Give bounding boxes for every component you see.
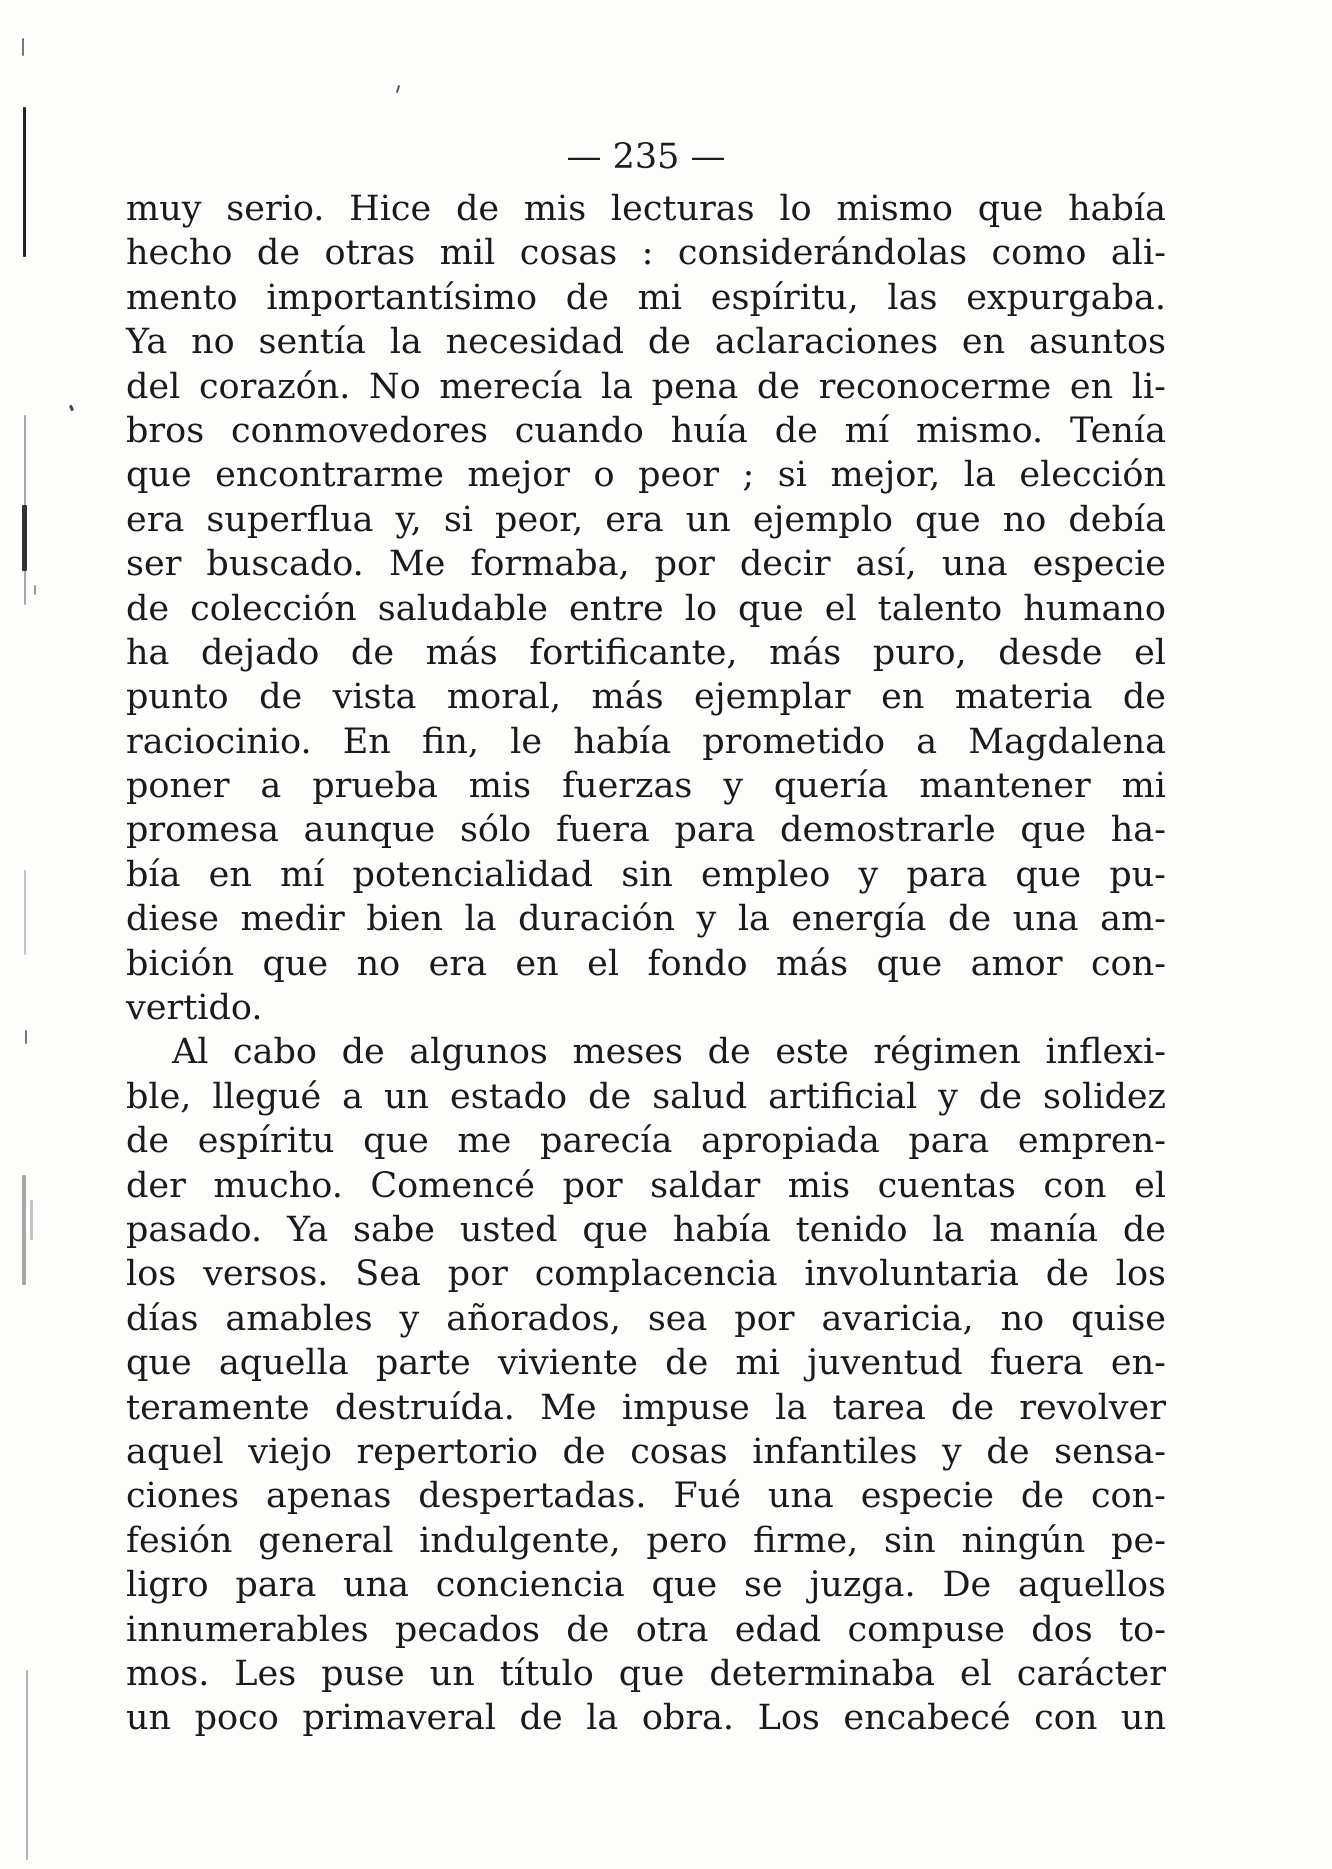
text-line: ser buscado. Me formaba, por decir así, una especie xyxy=(126,544,1166,585)
scan-speck xyxy=(25,1030,27,1044)
text-line: ble, llegué a un estado de salud artificial y de solidez xyxy=(126,1076,1166,1117)
text-line: un poco primaveral de la obra. Los encabecé con un xyxy=(126,1698,1166,1739)
binding-edge-mark xyxy=(30,1200,33,1240)
text-line: fesión general indulgente, pero firme, sin ningún pe- xyxy=(126,1520,1166,1561)
text-line: ciones apenas despertadas. Fué una especie de con- xyxy=(126,1476,1166,1517)
binding-edge-mark xyxy=(26,1670,28,1860)
text-line: los versos. Sea por complacencia involuntaria de los xyxy=(126,1254,1166,1295)
text-line: innumerables pecados de otra edad compuse dos to- xyxy=(126,1609,1166,1650)
text-line: bición que no era en el fondo más que amor con- xyxy=(126,943,1166,984)
text-line: promesa aunque sólo fuera para demostrarle que ha- xyxy=(126,810,1166,851)
body-text xyxy=(126,187,1166,1741)
text-line: mos. Les puse un título que determinaba el carácter xyxy=(126,1653,1166,1694)
binding-edge-mark xyxy=(22,1175,26,1285)
text-line: aquel viejo repertorio de cosas infantiles y de sensa- xyxy=(126,1431,1166,1472)
scan-speck xyxy=(69,405,74,412)
binding-edge-mark xyxy=(22,505,27,571)
text-line: que aquella parte viviente de mi juventud fuera en- xyxy=(126,1343,1166,1384)
text-line: vertido. xyxy=(126,988,263,1029)
scan-speck xyxy=(396,85,400,93)
paragraph-1 xyxy=(126,187,1166,1030)
text-line: punto de vista moral, más ejemplar en materia de xyxy=(126,677,1166,718)
binding-edge-mark xyxy=(24,870,26,955)
scan-mark xyxy=(22,38,24,56)
text-line: mento importantísimo de mi espíritu, las expurgaba. xyxy=(126,277,1166,318)
binding-edge-mark xyxy=(23,107,26,257)
text-line: Ya no sentía la necesidad de aclaraciones en asuntos xyxy=(126,322,1166,363)
text-line: era superflua y, si peor, era un ejemplo que no debía xyxy=(126,499,1166,540)
text-line: diese medir bien la duración y la energía de una am- xyxy=(126,899,1166,940)
text-line: del corazón. No merecía la pena de reconocerme en li- xyxy=(126,366,1166,407)
scan-speck xyxy=(34,585,36,595)
text-line: ligro para una conciencia que se juzga. De aquellos xyxy=(126,1565,1166,1606)
text-line: días amables y añorados, sea por avaricia, no quise xyxy=(126,1298,1166,1339)
paragraph-2 xyxy=(126,1030,1166,1740)
text-line: muy serio. Hice de mis lecturas lo mismo que había xyxy=(126,189,1166,229)
text-line: de espíritu que me parecía apropiada para empren- xyxy=(126,1121,1166,1162)
text-line: que encontrarme mejor o peor ; si mejor, la elección xyxy=(126,455,1166,496)
text-line: Al cabo de algunos meses de este régimen inflexi- xyxy=(172,1032,1166,1073)
text-line: bía en mí potencialidad sin empleo y para que pu- xyxy=(126,854,1166,895)
text-line: pasado. Ya sabe usted que había tenido la manía de xyxy=(126,1209,1166,1250)
text-line: bros conmovedores cuando huía de mí mismo. Tenía xyxy=(126,410,1166,451)
text-line: teramente destruída. Me impuse la tarea de revolver xyxy=(126,1387,1166,1428)
text-line: de colección saludable entre lo que el talento humano xyxy=(126,588,1166,629)
text-line: hecho de otras mil cosas : considerándolas como ali- xyxy=(126,233,1166,274)
text-line: ha dejado de más fortificante, más puro, desde el xyxy=(126,632,1166,673)
text-line: der mucho. Comencé por saldar mis cuentas con el xyxy=(126,1165,1166,1206)
page-number: — 235 — xyxy=(566,137,726,177)
text-line: raciocinio. En fin, le había prometido a Magdalena xyxy=(126,721,1166,762)
text-line: poner a prueba mis fuerzas y quería mantener mi xyxy=(126,766,1166,807)
